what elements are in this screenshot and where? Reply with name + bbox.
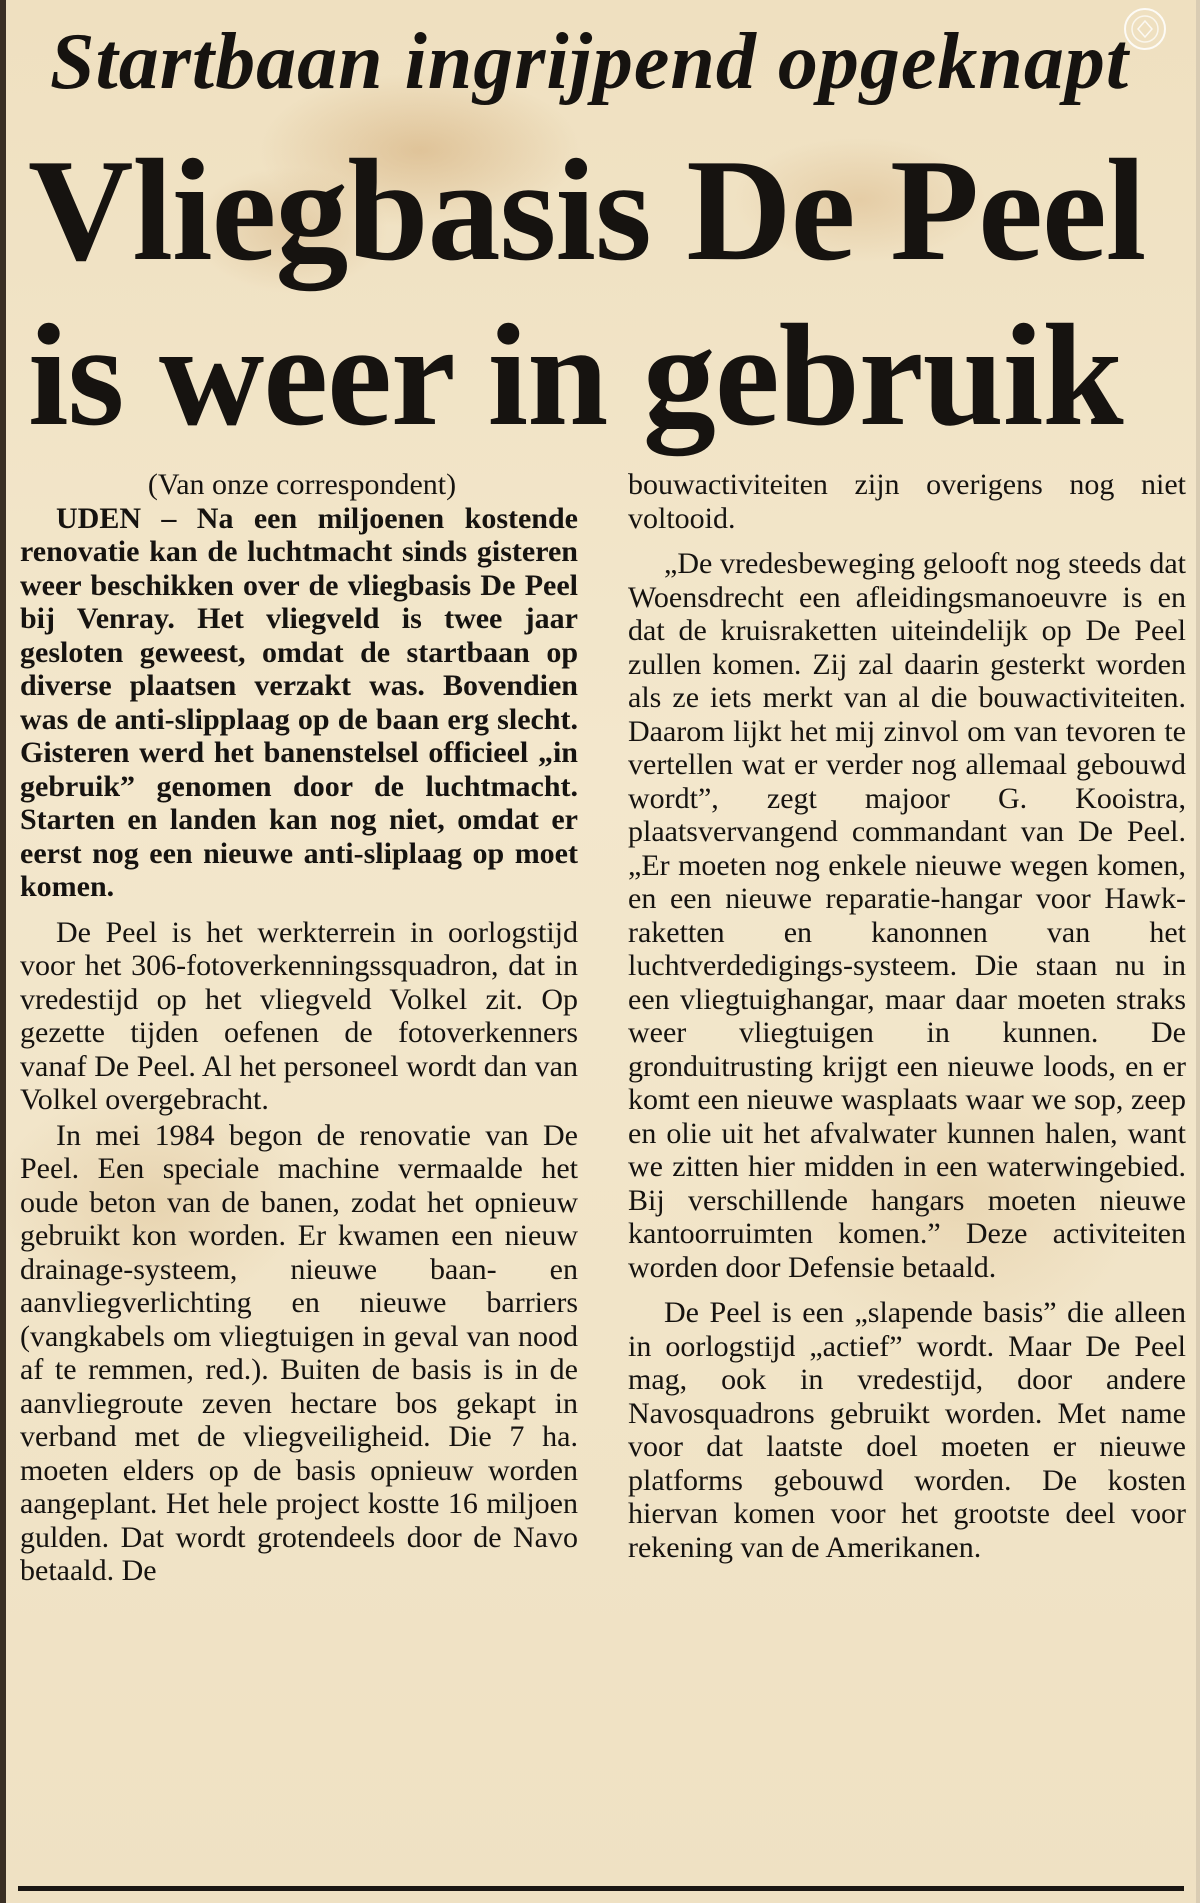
body-paragraph-continued: bouwactiviteiten zijn overigens nog niet voltooid. [628,468,1186,535]
lead-paragraph: UDEN – Na een miljoenen kostende renovatie kan de luchtmacht sinds gisteren weer beschikken over de vliegbasis De Peel bij Venray. Het vliegveld is twee jaar gesloten geweest, omdat de startbaan op diverse plaatsen verzakt was. Bovendien was de anti-slipplaag op de baan erg slecht. Gisteren werd het banenstelsel officieel „in gebruik” genomen door de luchtmacht. Starten en landen kan nog niet, omdat er eerst nog een nieuwe anti-sliplaag op moet komen. [20,501,578,903]
article-kicker: Startbaan ingrijpend opgeknapt [50,18,1130,106]
article-column-left [20,468,578,1588]
article-column-right [628,468,1186,1564]
byline: (Van onze correspondent) [147,468,457,501]
body-paragraph: De Peel is een „slapende basis” die alleen in oorlogstijd „actief” wordt. Maar De Peel mag, ook in vredestijd, door andere Navosquadrons gebruikt worden. Met name voor dat laatste doel moeten er nieuwe platforms gebouwd worden. De kosten hiervan komen voor het grootste deel voor rekening van de Amerikanen. [628,1296,1186,1564]
headline-line-2: is weer in gebruik [28,294,1123,456]
article-headline [28,128,1178,458]
headline-line-1: Vliegbasis De Peel [28,129,1146,291]
bottom-rule [18,1886,1184,1891]
scan-edge-right [1196,0,1200,1903]
scan-edge-left [0,0,6,1903]
body-paragraph: In mei 1984 begon de renovatie van De Peel. Een speciale machine vermaalde het oude beton van de banen, zodat het opnieuw gebruikt kon worden. Er kwamen een nieuw drainage-systeem, nieuwe baan- en aanvliegverlichting en nieuwe barriers (vangkabels om vliegtuigen in geval van nood af te remmen, red.). Buiten de basis is in de aanvliegroute zeven hectare bos gekapt in verband met de vliegveiligheid. Die 7 ha. moeten elders op de basis opnieuw worden aangeplant. Het hele project kostte 16 miljoen gulden. Dat wordt grotendeels door de Navo betaald. De [20,1118,578,1587]
quote-paragraph: „De vredesbeweging gelooft nog steeds dat Woensdrecht een afleidingsmanoeuvre is en dat de kruisraketten uiteindelijk op De Peel zullen komen. Zij zal daarin gesterkt worden als ze iets merkt van al die bouwactiviteiten. Daarom lijkt het mij zinvol om van tevoren te vertellen wat er verder nog allemaal gebouwd wordt”, zegt majoor G. Kooistra, plaatsvervangend commandant van De Peel. „Er moeten nog enkele nieuwe wegen komen, en een nieuwe reparatie-hangar voor Hawk-raketten en kanonnen van het luchtverdedigings-systeem. Die staan nu in een vliegtuighangar, maar daar moeten straks weer vliegtuigen in kunnen. De gronduitrusting krijgt een nieuwe loods, en er komt een nieuwe wasplaats waar we sop, zeep en olie uit het afvalwater kunnen halen, want we zitten hier midden in een waterwingebied. Bij verschillende hangars moeten nieuwe kantoorruimten komen.” Deze activiteiten worden door Defensie betaald. [628,547,1186,1284]
body-paragraph: De Peel is het werkterrein in oorlogstijd voor het 306-fotoverkenningssquadron, dat in vredestijd op het vliegveld Volkel zit. Op gezette tijden oefenen de fotoverkenners vanaf De Peel. Al het personeel wordt dan van Volkel overgebracht. [20,915,578,1116]
